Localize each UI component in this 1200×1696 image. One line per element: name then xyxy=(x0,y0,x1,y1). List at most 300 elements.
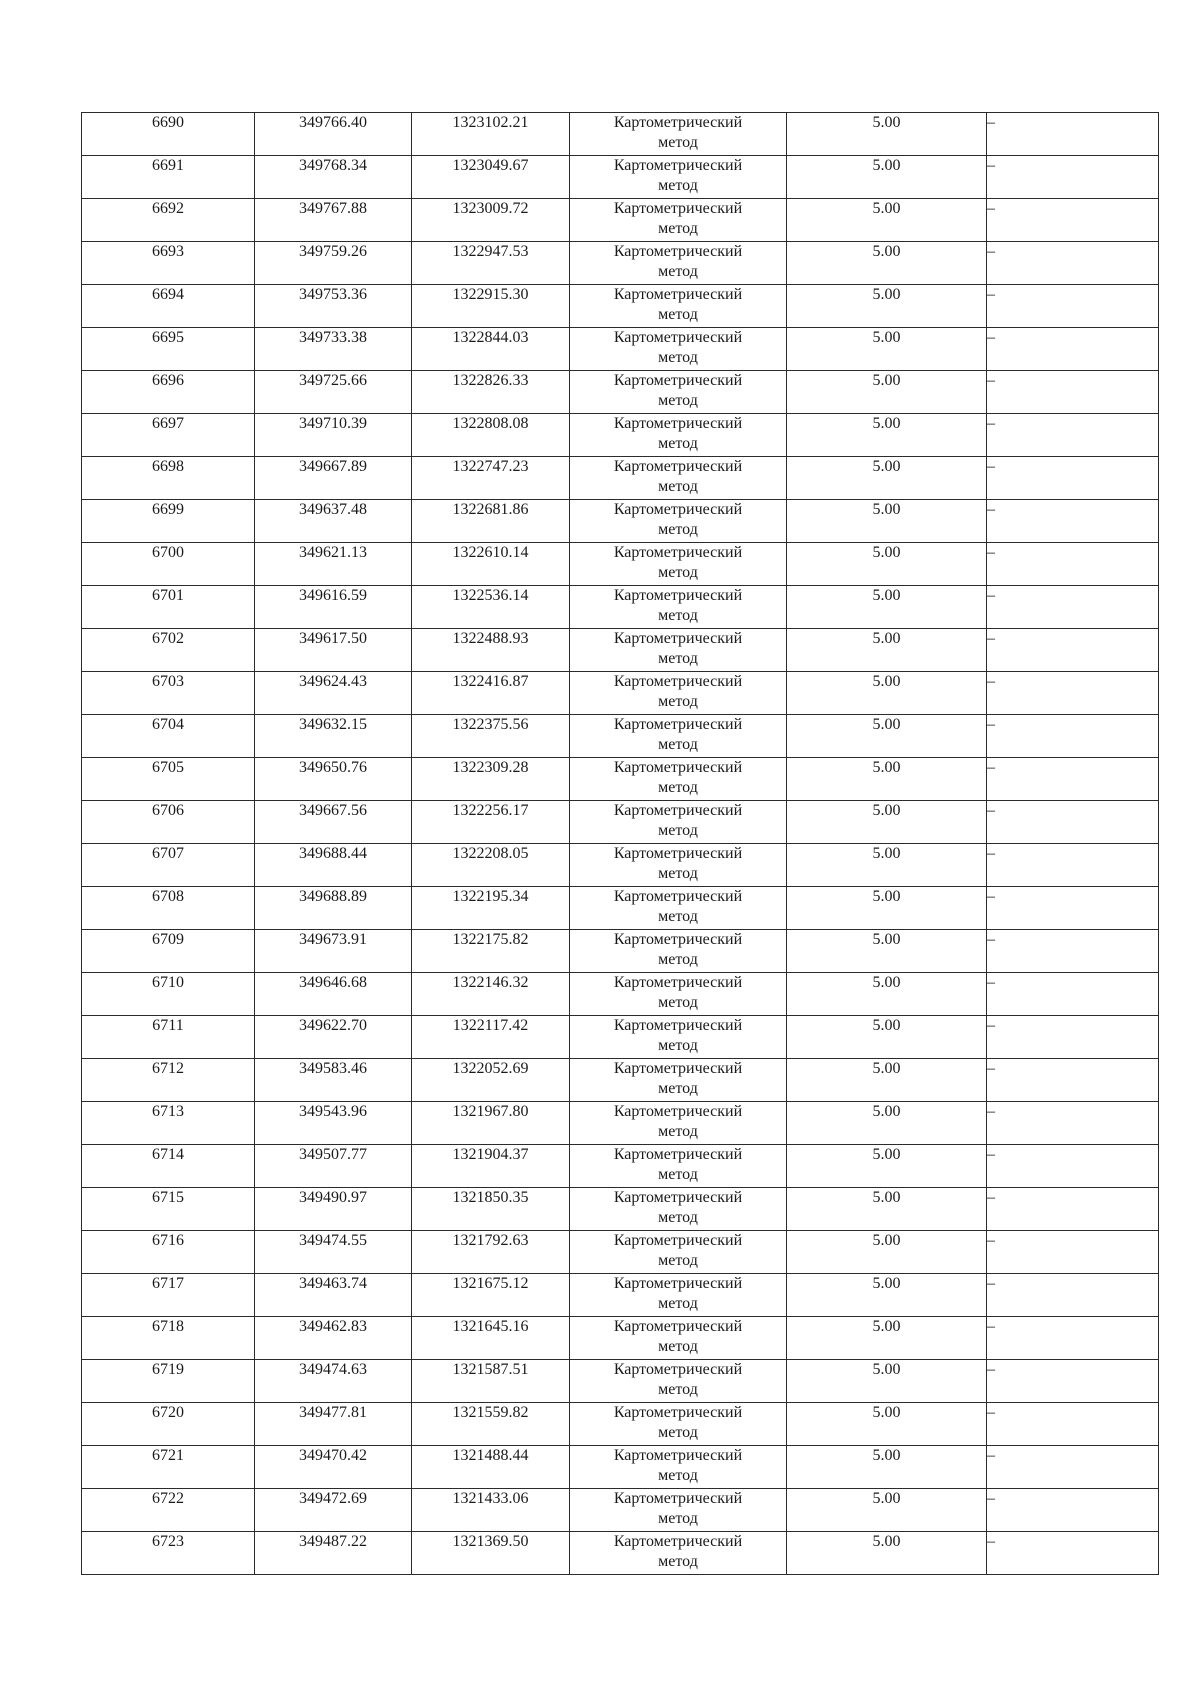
y-coordinate-cell: 1322488.93 xyxy=(412,629,570,672)
method-line1: Картометрический xyxy=(613,1017,743,1034)
x-coordinate-cell: 349463.74 xyxy=(255,1274,412,1317)
note-cell: – xyxy=(987,586,1159,629)
y-coordinate-cell: 1321904.37 xyxy=(412,1145,570,1188)
coordinates-table-body xyxy=(82,113,1159,1575)
method-line2: метод xyxy=(658,1209,698,1226)
error-cell: 5.00 xyxy=(787,801,987,844)
error-cell: 5.00 xyxy=(787,930,987,973)
error-cell: 5.00 xyxy=(787,1059,987,1102)
point-number-cell: 6718 xyxy=(82,1317,255,1360)
point-number-cell: 6690 xyxy=(82,113,255,156)
y-coordinate-cell: 1322808.08 xyxy=(412,414,570,457)
method-line2: метод xyxy=(658,392,698,409)
y-coordinate-cell: 1322747.23 xyxy=(412,457,570,500)
table-row xyxy=(82,199,1159,242)
x-coordinate-cell: 349507.77 xyxy=(255,1145,412,1188)
point-number-cell: 6691 xyxy=(82,156,255,199)
point-number-cell: 6717 xyxy=(82,1274,255,1317)
table-row xyxy=(82,414,1159,457)
y-coordinate-cell: 1321850.35 xyxy=(412,1188,570,1231)
table-row xyxy=(82,887,1159,930)
method-line2: метод xyxy=(658,693,698,710)
y-coordinate-cell: 1322052.69 xyxy=(412,1059,570,1102)
method-line1: Картометрический xyxy=(613,372,743,389)
error-cell: 5.00 xyxy=(787,758,987,801)
y-coordinate-cell: 1321559.82 xyxy=(412,1403,570,1446)
method-cell xyxy=(570,1403,787,1446)
x-coordinate-cell: 349583.46 xyxy=(255,1059,412,1102)
method-cell xyxy=(570,242,787,285)
error-cell: 5.00 xyxy=(787,629,987,672)
x-coordinate-cell: 349650.76 xyxy=(255,758,412,801)
method-line1: Картометрический xyxy=(613,415,743,432)
x-coordinate-cell: 349624.43 xyxy=(255,672,412,715)
method-line1: Картометрический xyxy=(613,114,743,131)
point-number-cell: 6722 xyxy=(82,1489,255,1532)
method-cell xyxy=(570,1532,787,1575)
x-coordinate-cell: 349710.39 xyxy=(255,414,412,457)
x-coordinate-cell: 349474.63 xyxy=(255,1360,412,1403)
method-line2: метод xyxy=(658,1037,698,1054)
x-coordinate-cell: 349470.42 xyxy=(255,1446,412,1489)
y-coordinate-cell: 1322175.82 xyxy=(412,930,570,973)
x-coordinate-cell: 349733.38 xyxy=(255,328,412,371)
method-cell xyxy=(570,629,787,672)
error-cell: 5.00 xyxy=(787,1102,987,1145)
method-line1: Картометрический xyxy=(613,1447,743,1464)
table-row xyxy=(82,328,1159,371)
table-row xyxy=(82,1274,1159,1317)
note-cell: – xyxy=(987,973,1159,1016)
method-line1: Картометрический xyxy=(613,1275,743,1292)
error-cell: 5.00 xyxy=(787,1489,987,1532)
method-line2: метод xyxy=(658,1381,698,1398)
method-line1: Картометрический xyxy=(613,716,743,733)
error-cell: 5.00 xyxy=(787,973,987,1016)
point-number-cell: 6701 xyxy=(82,586,255,629)
error-cell: 5.00 xyxy=(787,1145,987,1188)
point-number-cell: 6706 xyxy=(82,801,255,844)
method-line1: Картометрический xyxy=(613,673,743,690)
method-line2: метод xyxy=(658,1338,698,1355)
point-number-cell: 6714 xyxy=(82,1145,255,1188)
table-row xyxy=(82,113,1159,156)
table-row xyxy=(82,1489,1159,1532)
method-line1: Картометрический xyxy=(613,1103,743,1120)
note-cell: – xyxy=(987,414,1159,457)
method-line2: метод xyxy=(658,736,698,753)
table-row xyxy=(82,629,1159,672)
y-coordinate-cell: 1323102.21 xyxy=(412,113,570,156)
method-line2: метод xyxy=(658,1123,698,1140)
method-cell xyxy=(570,1145,787,1188)
method-cell xyxy=(570,1016,787,1059)
method-line1: Картометрический xyxy=(613,329,743,346)
y-coordinate-cell: 1322117.42 xyxy=(412,1016,570,1059)
y-coordinate-cell: 1322256.17 xyxy=(412,801,570,844)
error-cell: 5.00 xyxy=(787,1360,987,1403)
error-cell: 5.00 xyxy=(787,457,987,500)
x-coordinate-cell: 349621.13 xyxy=(255,543,412,586)
table-row xyxy=(82,1317,1159,1360)
x-coordinate-cell: 349667.56 xyxy=(255,801,412,844)
method-cell xyxy=(570,199,787,242)
point-number-cell: 6703 xyxy=(82,672,255,715)
point-number-cell: 6705 xyxy=(82,758,255,801)
y-coordinate-cell: 1322416.87 xyxy=(412,672,570,715)
table-row xyxy=(82,1231,1159,1274)
method-line1: Картометрический xyxy=(613,630,743,647)
error-cell: 5.00 xyxy=(787,1016,987,1059)
method-line2: метод xyxy=(658,349,698,366)
method-cell xyxy=(570,500,787,543)
method-cell xyxy=(570,156,787,199)
table-row xyxy=(82,1016,1159,1059)
method-line1: Картометрический xyxy=(613,544,743,561)
method-cell xyxy=(570,457,787,500)
error-cell: 5.00 xyxy=(787,1317,987,1360)
x-coordinate-cell: 349474.55 xyxy=(255,1231,412,1274)
table-row xyxy=(82,1360,1159,1403)
y-coordinate-cell: 1321675.12 xyxy=(412,1274,570,1317)
table-row xyxy=(82,844,1159,887)
error-cell: 5.00 xyxy=(787,242,987,285)
note-cell: – xyxy=(987,1016,1159,1059)
method-cell xyxy=(570,543,787,586)
error-cell: 5.00 xyxy=(787,887,987,930)
method-cell xyxy=(570,1102,787,1145)
table-row xyxy=(82,1446,1159,1489)
x-coordinate-cell: 349767.88 xyxy=(255,199,412,242)
table-row xyxy=(82,672,1159,715)
table-row xyxy=(82,285,1159,328)
y-coordinate-cell: 1322375.56 xyxy=(412,715,570,758)
error-cell: 5.00 xyxy=(787,371,987,414)
point-number-cell: 6698 xyxy=(82,457,255,500)
y-coordinate-cell: 1322826.33 xyxy=(412,371,570,414)
note-cell: – xyxy=(987,371,1159,414)
table-row xyxy=(82,1145,1159,1188)
method-line1: Картометрический xyxy=(613,1490,743,1507)
point-number-cell: 6720 xyxy=(82,1403,255,1446)
x-coordinate-cell: 349472.69 xyxy=(255,1489,412,1532)
x-coordinate-cell: 349462.83 xyxy=(255,1317,412,1360)
method-line2: метод xyxy=(658,263,698,280)
method-line1: Картометрический xyxy=(613,974,743,991)
x-coordinate-cell: 349622.70 xyxy=(255,1016,412,1059)
point-number-cell: 6694 xyxy=(82,285,255,328)
note-cell: – xyxy=(987,1102,1159,1145)
coordinates-table xyxy=(81,112,1159,1575)
y-coordinate-cell: 1322208.05 xyxy=(412,844,570,887)
x-coordinate-cell: 349673.91 xyxy=(255,930,412,973)
method-line2: метод xyxy=(658,134,698,151)
error-cell: 5.00 xyxy=(787,1446,987,1489)
x-coordinate-cell: 349667.89 xyxy=(255,457,412,500)
x-coordinate-cell: 349637.48 xyxy=(255,500,412,543)
note-cell: – xyxy=(987,1317,1159,1360)
note-cell: – xyxy=(987,887,1159,930)
method-cell xyxy=(570,844,787,887)
method-line2: метод xyxy=(658,908,698,925)
point-number-cell: 6692 xyxy=(82,199,255,242)
note-cell: – xyxy=(987,1059,1159,1102)
x-coordinate-cell: 349543.96 xyxy=(255,1102,412,1145)
note-cell: – xyxy=(987,1188,1159,1231)
method-line2: метод xyxy=(658,951,698,968)
point-number-cell: 6704 xyxy=(82,715,255,758)
method-cell xyxy=(570,586,787,629)
y-coordinate-cell: 1322309.28 xyxy=(412,758,570,801)
method-line1: Картометрический xyxy=(613,200,743,217)
method-cell xyxy=(570,1188,787,1231)
error-cell: 5.00 xyxy=(787,199,987,242)
table-row xyxy=(82,973,1159,1016)
note-cell: – xyxy=(987,715,1159,758)
table-row xyxy=(82,1188,1159,1231)
note-cell: – xyxy=(987,1274,1159,1317)
error-cell: 5.00 xyxy=(787,1231,987,1274)
y-coordinate-cell: 1321967.80 xyxy=(412,1102,570,1145)
method-line1: Картометрический xyxy=(613,845,743,862)
method-line1: Картометрический xyxy=(613,759,743,776)
y-coordinate-cell: 1321645.16 xyxy=(412,1317,570,1360)
note-cell: – xyxy=(987,672,1159,715)
point-number-cell: 6708 xyxy=(82,887,255,930)
method-line2: метод xyxy=(658,1080,698,1097)
error-cell: 5.00 xyxy=(787,844,987,887)
method-line1: Картометрический xyxy=(613,286,743,303)
point-number-cell: 6693 xyxy=(82,242,255,285)
note-cell: – xyxy=(987,199,1159,242)
method-line1: Картометрический xyxy=(613,1146,743,1163)
note-cell: – xyxy=(987,285,1159,328)
method-line1: Картометрический xyxy=(613,157,743,174)
method-line2: метод xyxy=(658,1510,698,1527)
x-coordinate-cell: 349725.66 xyxy=(255,371,412,414)
y-coordinate-cell: 1321488.44 xyxy=(412,1446,570,1489)
x-coordinate-cell: 349646.68 xyxy=(255,973,412,1016)
y-coordinate-cell: 1322195.34 xyxy=(412,887,570,930)
x-coordinate-cell: 349617.50 xyxy=(255,629,412,672)
point-number-cell: 6696 xyxy=(82,371,255,414)
method-line2: метод xyxy=(658,435,698,452)
method-cell xyxy=(570,930,787,973)
method-cell xyxy=(570,371,787,414)
method-line1: Картометрический xyxy=(613,1189,743,1206)
y-coordinate-cell: 1322915.30 xyxy=(412,285,570,328)
error-cell: 5.00 xyxy=(787,328,987,371)
method-line2: метод xyxy=(658,1553,698,1570)
table-row xyxy=(82,1059,1159,1102)
point-number-cell: 6697 xyxy=(82,414,255,457)
method-cell xyxy=(570,414,787,457)
method-cell xyxy=(570,1231,787,1274)
method-line2: метод xyxy=(658,607,698,624)
y-coordinate-cell: 1322146.32 xyxy=(412,973,570,1016)
point-number-cell: 6716 xyxy=(82,1231,255,1274)
method-line2: метод xyxy=(658,994,698,1011)
note-cell: – xyxy=(987,328,1159,371)
method-line1: Картометрический xyxy=(613,1533,743,1550)
point-number-cell: 6719 xyxy=(82,1360,255,1403)
method-line2: метод xyxy=(658,1252,698,1269)
table-row xyxy=(82,1403,1159,1446)
note-cell: – xyxy=(987,156,1159,199)
method-line2: метод xyxy=(658,220,698,237)
point-number-cell: 6715 xyxy=(82,1188,255,1231)
method-line2: метод xyxy=(658,1467,698,1484)
note-cell: – xyxy=(987,1446,1159,1489)
note-cell: – xyxy=(987,500,1159,543)
method-line1: Картометрический xyxy=(613,501,743,518)
point-number-cell: 6713 xyxy=(82,1102,255,1145)
x-coordinate-cell: 349632.15 xyxy=(255,715,412,758)
method-line2: метод xyxy=(658,478,698,495)
method-cell xyxy=(570,758,787,801)
note-cell: – xyxy=(987,1532,1159,1575)
error-cell: 5.00 xyxy=(787,715,987,758)
method-line1: Картометрический xyxy=(613,931,743,948)
method-cell xyxy=(570,1446,787,1489)
y-coordinate-cell: 1323009.72 xyxy=(412,199,570,242)
method-line1: Картометрический xyxy=(613,1232,743,1249)
y-coordinate-cell: 1322947.53 xyxy=(412,242,570,285)
error-cell: 5.00 xyxy=(787,113,987,156)
method-line1: Картометрический xyxy=(613,1060,743,1077)
method-cell xyxy=(570,1274,787,1317)
point-number-cell: 6699 xyxy=(82,500,255,543)
note-cell: – xyxy=(987,844,1159,887)
error-cell: 5.00 xyxy=(787,414,987,457)
error-cell: 5.00 xyxy=(787,1274,987,1317)
point-number-cell: 6702 xyxy=(82,629,255,672)
method-cell xyxy=(570,887,787,930)
x-coordinate-cell: 349768.34 xyxy=(255,156,412,199)
method-line1: Картометрический xyxy=(613,888,743,905)
method-line1: Картометрический xyxy=(613,1361,743,1378)
y-coordinate-cell: 1321433.06 xyxy=(412,1489,570,1532)
method-line2: метод xyxy=(658,822,698,839)
point-number-cell: 6710 xyxy=(82,973,255,1016)
y-coordinate-cell: 1322844.03 xyxy=(412,328,570,371)
method-cell xyxy=(570,1489,787,1532)
note-cell: – xyxy=(987,1360,1159,1403)
method-line2: метод xyxy=(658,306,698,323)
note-cell: – xyxy=(987,242,1159,285)
method-line1: Картометрический xyxy=(613,1404,743,1421)
point-number-cell: 6707 xyxy=(82,844,255,887)
error-cell: 5.00 xyxy=(787,1403,987,1446)
note-cell: – xyxy=(987,801,1159,844)
y-coordinate-cell: 1322610.14 xyxy=(412,543,570,586)
method-cell xyxy=(570,1317,787,1360)
table-row xyxy=(82,1532,1159,1575)
x-coordinate-cell: 349753.36 xyxy=(255,285,412,328)
error-cell: 5.00 xyxy=(787,543,987,586)
x-coordinate-cell: 349688.89 xyxy=(255,887,412,930)
method-line1: Картометрический xyxy=(613,243,743,260)
method-cell xyxy=(570,113,787,156)
method-cell xyxy=(570,1059,787,1102)
table-row xyxy=(82,715,1159,758)
y-coordinate-cell: 1321587.51 xyxy=(412,1360,570,1403)
note-cell: – xyxy=(987,930,1159,973)
table-row xyxy=(82,758,1159,801)
point-number-cell: 6695 xyxy=(82,328,255,371)
method-line2: метод xyxy=(658,177,698,194)
point-number-cell: 6709 xyxy=(82,930,255,973)
table-row xyxy=(82,586,1159,629)
x-coordinate-cell: 349477.81 xyxy=(255,1403,412,1446)
point-number-cell: 6721 xyxy=(82,1446,255,1489)
method-line2: метод xyxy=(658,650,698,667)
table-row xyxy=(82,500,1159,543)
method-cell xyxy=(570,328,787,371)
method-line2: метод xyxy=(658,1166,698,1183)
method-line2: метод xyxy=(658,1295,698,1312)
error-cell: 5.00 xyxy=(787,586,987,629)
y-coordinate-cell: 1321369.50 xyxy=(412,1532,570,1575)
table-row xyxy=(82,543,1159,586)
method-cell xyxy=(570,285,787,328)
method-cell xyxy=(570,672,787,715)
method-line1: Картометрический xyxy=(613,1318,743,1335)
table-row xyxy=(82,801,1159,844)
table-row xyxy=(82,457,1159,500)
x-coordinate-cell: 349487.22 xyxy=(255,1532,412,1575)
method-cell xyxy=(570,715,787,758)
note-cell: – xyxy=(987,543,1159,586)
table-row xyxy=(82,156,1159,199)
note-cell: – xyxy=(987,758,1159,801)
point-number-cell: 6723 xyxy=(82,1532,255,1575)
y-coordinate-cell: 1323049.67 xyxy=(412,156,570,199)
method-line1: Картометрический xyxy=(613,587,743,604)
note-cell: – xyxy=(987,1231,1159,1274)
method-line2: метод xyxy=(658,564,698,581)
note-cell: – xyxy=(987,629,1159,672)
method-line1: Картометрический xyxy=(613,458,743,475)
note-cell: – xyxy=(987,1489,1159,1532)
method-line2: метод xyxy=(658,779,698,796)
x-coordinate-cell: 349616.59 xyxy=(255,586,412,629)
note-cell: – xyxy=(987,457,1159,500)
method-cell xyxy=(570,1360,787,1403)
x-coordinate-cell: 349759.26 xyxy=(255,242,412,285)
method-line2: метод xyxy=(658,1424,698,1441)
y-coordinate-cell: 1321792.63 xyxy=(412,1231,570,1274)
y-coordinate-cell: 1322536.14 xyxy=(412,586,570,629)
note-cell: – xyxy=(987,1145,1159,1188)
point-number-cell: 6700 xyxy=(82,543,255,586)
point-number-cell: 6712 xyxy=(82,1059,255,1102)
y-coordinate-cell: 1322681.86 xyxy=(412,500,570,543)
method-cell xyxy=(570,801,787,844)
error-cell: 5.00 xyxy=(787,1532,987,1575)
error-cell: 5.00 xyxy=(787,156,987,199)
note-cell: – xyxy=(987,1403,1159,1446)
table-row xyxy=(82,930,1159,973)
x-coordinate-cell: 349766.40 xyxy=(255,113,412,156)
error-cell: 5.00 xyxy=(787,1188,987,1231)
table-row xyxy=(82,242,1159,285)
table-row xyxy=(82,1102,1159,1145)
error-cell: 5.00 xyxy=(787,500,987,543)
method-cell xyxy=(570,973,787,1016)
x-coordinate-cell: 349688.44 xyxy=(255,844,412,887)
point-number-cell: 6711 xyxy=(82,1016,255,1059)
